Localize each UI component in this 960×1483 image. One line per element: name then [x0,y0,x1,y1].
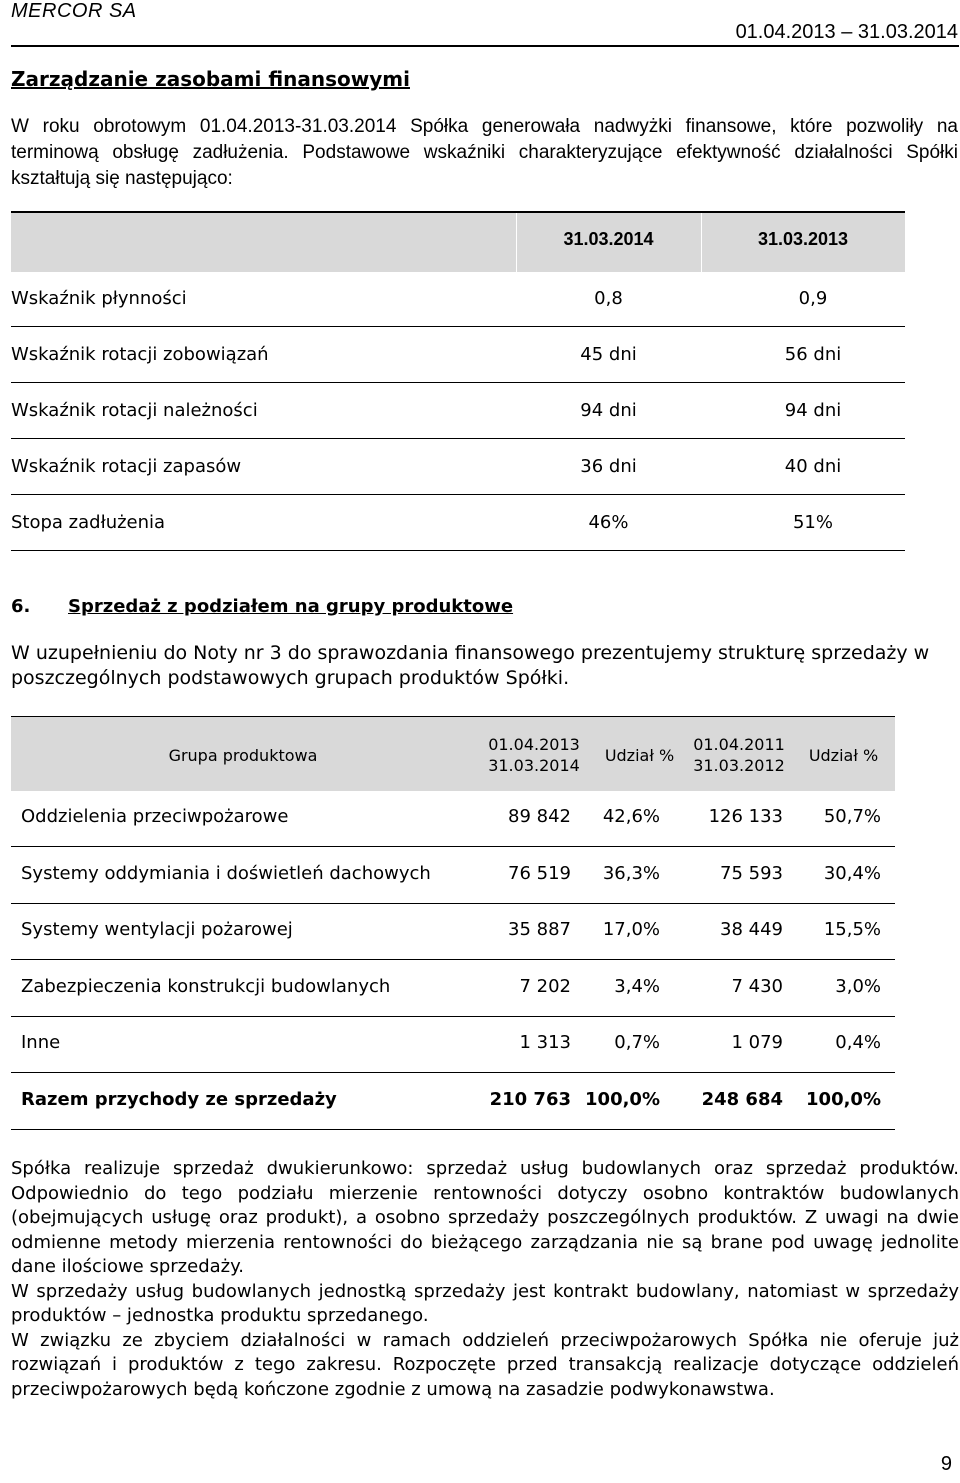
ratios-table-row [11,328,905,383]
sales-value-period2: 126 133 [708,806,783,827]
sales-share-period1: 42,6% [602,806,660,827]
column-share2: Udział % [808,746,879,765]
sales-description [11,1157,959,1402]
row-divider [11,1129,895,1130]
sales-table-row [21,962,895,1018]
sales-value-period1: 1 313 [519,1032,571,1053]
sales-share-period1: 36,3% [602,863,660,884]
sales-share-period2: 30,4% [823,863,881,884]
sales-value-period1: 7 202 [519,976,571,997]
ratio-value-2014: 36 dni [580,456,637,477]
ratio-value-2014: 45 dni [580,344,637,365]
report-period: 01.04.2013 – 31.03.2014 [735,21,958,43]
product-group: Systemy oddymiania i doświetleń dachowych [21,863,431,884]
ratio-label: Wskaźnik rotacji zobowiązań [11,344,269,365]
section-title-sales: Sprzedaż z podziałem na grupy produktowe [68,596,514,617]
ratio-value-2013: 94 dni [784,400,842,421]
ratio-value-2014: 46% [588,512,629,533]
ratio-label: Wskaźnik płynności [11,288,187,309]
row-divider [11,550,905,551]
sales-share-period1: 100,0% [585,1089,660,1110]
sales-share-period2: 0,4% [835,1032,881,1053]
finance-intro-paragraph: W roku obrotowym 01.04.2013-31.03.2014 Spółka generowała nadwyżki finansowe, które pozwoliły na terminową obsługę zadłużenia. Podstawowe wskaźniki charakteryzujące efektywność działalności Spółki kształtują się następująco: [11,116,958,189]
row-divider [11,1072,895,1073]
header-divider [11,45,959,47]
sales-share-period2: 15,5% [823,919,881,940]
ratios-table-row [11,440,905,495]
row-divider [11,903,895,904]
row-divider [11,959,895,960]
column-period1-end: 31.03.2014 [488,756,580,775]
product-group: Razem przychody ze sprzedaży [21,1089,337,1110]
column-group: Grupa produktowa [168,746,318,765]
sales-value-period2: 38 449 [720,919,783,940]
sales-value-period1: 89 842 [508,806,571,827]
body-paragraph: W sprzedaży usług budowlanych jednostką sprzedaży jest kontrakt budowlany, natomiast w sprzedaży produktów – jednostka produktu sprzedanego. [11,1280,959,1326]
page-number: 9 [940,1453,952,1475]
body-paragraph: Spółka realizuje sprzedaż dwukierunkowo: sprzedaż usług budowlanych oraz sprzedaż produktów. Odpowiednio do tego podziału mierzenie rentowności dotyczy osobno kontraktów budowlanych (obejmujących usługę oraz produkt), a osobno sprzedaży poszczególnych produktów. Z uwagi na dwie odmienne metody mierzenia rentowności do bieżącego zarządzania nie są brane pod uwagę jednolite dane ilościowe sprzedaży. [11,1158,959,1277]
ratio-value-2013: 40 dni [784,456,842,477]
section-title-finance: Zarządzanie zasobami finansowymi [11,67,410,91]
ratios-table-row [11,496,905,551]
sales-table-row [21,792,895,848]
column-period1 [475,734,593,776]
column-share1: Udział % [604,746,675,765]
sales-share-period2: 100,0% [806,1089,881,1110]
ratio-value-2014: 0,8 [594,288,623,309]
company-name: MERCOR SA [11,0,137,22]
sales-share-period2: 3,0% [835,976,881,997]
sales-table-header [11,716,895,791]
ratios-table-row [11,272,905,327]
ratio-value-2014: 94 dni [580,400,637,421]
sales-table-row [21,905,895,961]
ratios-table-row [11,384,905,439]
row-divider [11,326,905,327]
row-divider [11,438,905,439]
sales-share-period1: 0,7% [614,1032,660,1053]
row-divider [11,846,895,847]
ratio-value-2013: 0,9 [798,288,828,309]
ratios-column-2014: 31.03.2014 [563,229,654,249]
sales-table-row [21,1018,895,1074]
body-paragraph: W związku ze zbyciem działalności w ramach oddzieleń przeciwpożarowych Spółka nie oferuje już rozwiązań i produktów z tego zakresu. Rozpoczęte przed transakcją realizacje dotyczące oddzieleń przeciwpożarowych będą kończone zgodnie z umową na zasadzie podwykonawstwa. [11,1329,959,1400]
column-period2 [686,734,792,776]
ratio-label: Wskaźnik rotacji należności [11,400,258,421]
row-divider [11,382,905,383]
row-divider [11,1016,895,1017]
ratio-value-2013: 51% [792,512,833,533]
ratios-table-header [11,211,905,272]
sales-value-period2: 7 430 [731,976,783,997]
product-group: Oddzielenia przeciwpożarowe [21,806,289,827]
row-divider [11,494,905,495]
ratios-column-2013: 31.03.2013 [757,229,849,249]
sales-value-period2: 248 684 [701,1089,783,1110]
ratio-value-2013: 56 dni [784,344,842,365]
ratio-label: Wskaźnik rotacji zapasów [11,456,242,477]
sales-intro-paragraph: W uzupełnieniu do Noty nr 3 do sprawozdania finansowego prezentujemy strukturę sprzedaży w poszczególnych podstawowych grupach produktów Spółki. [11,642,930,689]
sales-table-row [21,849,895,905]
sales-value-period1: 35 887 [508,919,571,940]
product-group: Systemy wentylacji pożarowej [21,919,293,940]
column-period2-start: 01.04.2011 [693,735,785,754]
ratio-label: Stopa zadłużenia [11,512,166,533]
sales-value-period2: 1 079 [731,1032,783,1053]
sales-share-period2: 50,7% [823,806,881,827]
product-group: Zabezpieczenia konstrukcji budowlanych [21,976,391,997]
sales-value-period1: 210 763 [489,1089,571,1110]
sales-value-period1: 76 519 [508,863,571,884]
column-period2-end: 31.03.2012 [693,756,785,775]
sales-value-period2: 75 593 [720,863,783,884]
section-number: 6. [11,596,31,617]
sales-share-period1: 17,0% [602,919,660,940]
product-group: Inne [21,1032,61,1053]
column-period1-start: 01.04.2013 [488,735,580,754]
sales-total-row [21,1075,895,1131]
sales-share-period1: 3,4% [614,976,660,997]
